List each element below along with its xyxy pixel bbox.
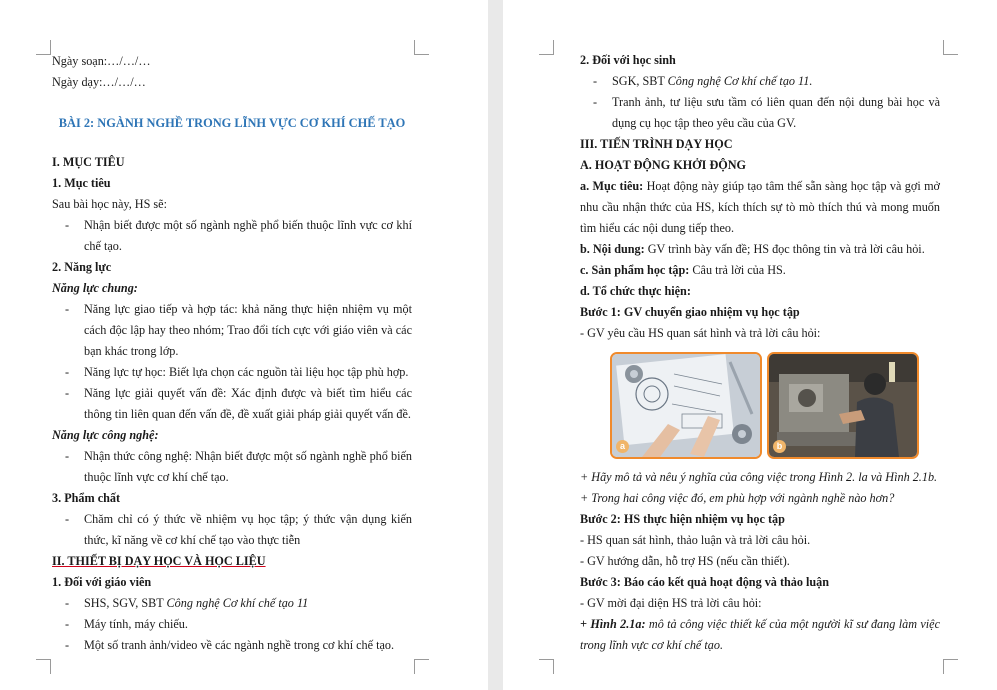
paragraph: - HS quan sát hình, thảo luận và trả lời câu hỏi.	[580, 533, 811, 547]
paragraph: - GV mời đại diện HS trả lời câu hỏi:	[580, 596, 762, 610]
paragraph	[580, 176, 940, 239]
bullet-list	[52, 446, 412, 488]
text: GV trình bày vấn đề; HS đọc thông tin và trả lời câu hỏi.	[644, 242, 925, 256]
bullet-list	[52, 299, 412, 425]
paragraph: - GV hướng dẫn, hỗ trợ HS (nếu cần thiết).	[580, 554, 790, 568]
bullet-list	[580, 71, 940, 134]
figure-image-engineer-drawing	[610, 352, 762, 459]
margin-corner-mark	[414, 659, 429, 674]
margin-corner-mark	[36, 40, 51, 55]
subsection-heading: 1. Mục tiêu	[52, 176, 111, 190]
label: b. Nội dung:	[580, 242, 645, 256]
section-heading: II. THIẾT BỊ DẠY HỌC VÀ HỌC LIỆU	[52, 554, 266, 568]
list-item: - Máy tính, máy chiếu.	[52, 614, 412, 635]
page-left-content	[52, 51, 412, 656]
subsection-heading: 3. Phẩm chất	[52, 491, 121, 505]
margin-corner-mark	[36, 659, 51, 674]
label: d. Tổ chức thực hiện:	[580, 284, 691, 298]
figure-images	[610, 352, 940, 459]
list-item: - Tranh ảnh, tư liệu sưu tầm có liên quan đến nội dung bài học và dụng cụ học tập theo yêu cầu của GV.	[580, 92, 940, 134]
section-heading: A. HOẠT ĐỘNG KHỞI ĐỘNG	[580, 158, 747, 172]
page-right-content	[580, 50, 940, 656]
label: + Hình 2.1a:	[580, 617, 646, 631]
list-item: - Chăm chỉ có ý thức về nhiệm vụ học tập; ý thức vận dụng kiến thức, kĩ năng về cơ khí chế tạo vào thực tiễn	[52, 509, 412, 551]
text: mô tả công việc thiết kế của một người kĩ sư đang làm việc trong lĩnh vực cơ khí chế tạo.	[580, 617, 940, 652]
list-item: - Năng lực giải quyết vấn đề: Xác định được và biết tìm hiểu các thông tin liên quan đến vấn đề, đề xuất giải pháp giải quyết vấn đề.	[52, 383, 412, 425]
engineering-drawing-photo	[612, 354, 760, 457]
competence-heading: Năng lực công nghệ:	[52, 428, 159, 442]
question: + Trong hai công việc đó, em phù hợp với ngành nghề nào hơn?	[580, 491, 895, 505]
date-prepared: Ngày soạn:…/…/…	[52, 54, 151, 68]
list-item: - Năng lực giao tiếp và hợp tác: khả năng thực hiện nhiệm vụ một cách độc lập hay theo nhóm; Trao đổi tích cực với giáo viên và các bạn khác trong lớp.	[52, 299, 412, 362]
margin-corner-mark	[414, 40, 429, 55]
margin-corner-mark	[539, 40, 554, 55]
list-item: - Năng lực tự học: Biết lựa chọn các nguồn tài liệu học tập phù hợp.	[52, 362, 412, 383]
margin-corner-mark	[943, 659, 958, 674]
question: + Hãy mô tả và nêu ý nghĩa của công việc trong Hình 2. la và Hình 2.1b.	[580, 470, 938, 484]
section-heading: I. MỤC TIÊU	[52, 155, 125, 169]
competence-heading: Năng lực chung:	[52, 281, 138, 295]
step-heading: Bước 1: GV chuyển giao nhiệm vụ học tập	[580, 305, 800, 319]
subsection-heading: 1. Đối với giáo viên	[52, 575, 152, 589]
bullet-list	[52, 215, 412, 257]
label: c. Sản phẩm học tập:	[580, 263, 690, 277]
item-text: SHS, SGV, SBT	[84, 596, 167, 610]
paragraph: - GV yêu cầu HS quan sát hình và trả lời câu hỏi:	[580, 326, 821, 340]
bullet-list	[52, 509, 412, 551]
document-page-left	[0, 0, 488, 690]
figure-label-a: a	[616, 440, 629, 453]
step-heading: Bước 3: Báo cáo kết quả hoạt động và thảo luận	[580, 575, 830, 589]
book-title: Công nghệ Cơ khí chế tạo 11.	[667, 74, 813, 88]
section-heading: III. TIẾN TRÌNH DẠY HỌC	[580, 137, 733, 151]
list-item: - Một số tranh ảnh/video về các ngành nghề trong cơ khí chế tạo.	[52, 635, 412, 656]
book-title: Công nghệ Cơ khí chế tạo 11	[166, 596, 309, 610]
subsection-heading: 2. Đối với học sinh	[580, 53, 676, 67]
margin-corner-mark	[943, 40, 958, 55]
list-item	[580, 71, 940, 92]
list-item	[52, 593, 412, 614]
paragraph	[580, 239, 940, 260]
margin-corner-mark	[539, 659, 554, 674]
label: a. Mục tiêu:	[580, 179, 644, 193]
document-page-right	[503, 0, 997, 690]
bullet-list	[52, 593, 412, 656]
paragraph	[580, 260, 940, 281]
list-item: - Nhận thức công nghệ: Nhận biết được một số ngành nghề phổ biến thuộc lĩnh vực cơ khí chế tạo.	[52, 446, 412, 488]
step-heading: Bước 2: HS thực hiện nhiệm vụ học tập	[580, 512, 785, 526]
text: Hoạt động này giúp tạo tâm thế sẵn sàng học tập và gợi mở nhu cầu nhận thức của HS, kích thích sự tò mò thích thú và mong muốn tìm hiểu các nội dung tiếp theo.	[580, 179, 940, 235]
machine-operator-photo	[769, 354, 917, 457]
lesson-title: BÀI 2: NGÀNH NGHỀ TRONG LĨNH VỰC CƠ KHÍ CHẾ TẠO	[58, 116, 406, 130]
subsection-heading: 2. Năng lực	[52, 260, 112, 274]
list-item: - Nhận biết được một số ngành nghề phổ biến thuộc lĩnh vực cơ khí chế tạo.	[52, 215, 412, 257]
answer-paragraph	[580, 614, 940, 656]
paragraph: Sau bài học này, HS sẽ:	[52, 197, 167, 211]
text: Câu trả lời của HS.	[689, 263, 786, 277]
item-text: SGK, SBT	[612, 74, 668, 88]
figure-image-machinist	[767, 352, 919, 459]
date-taught: Ngày dạy:…/…/…	[52, 75, 146, 89]
figure-label-b: b	[773, 440, 786, 453]
